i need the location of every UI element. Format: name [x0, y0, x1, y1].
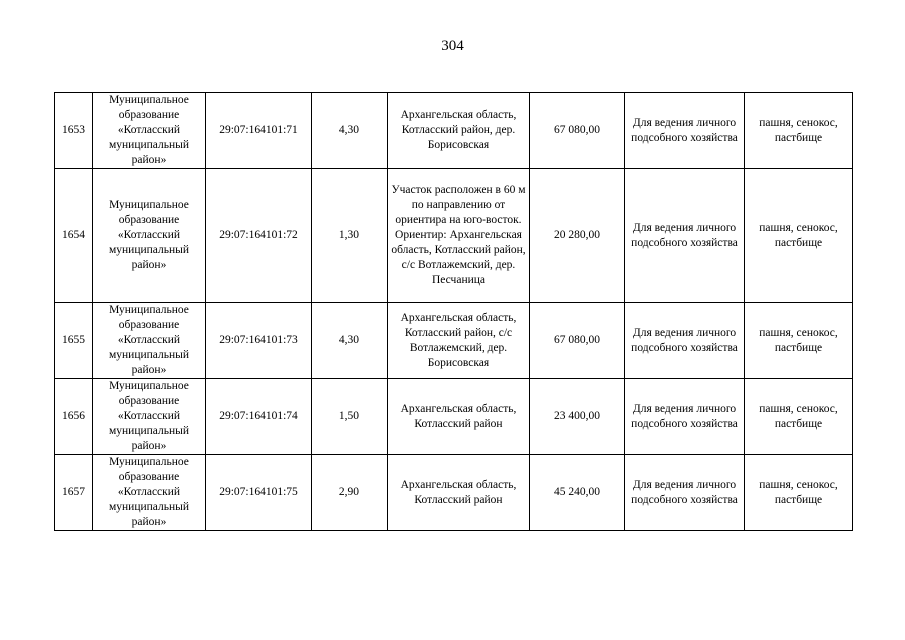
cadastral-number-cell: 29:07:164101:71: [206, 93, 312, 169]
value-cell: 67 080,00: [530, 93, 625, 169]
row-number: 1654: [55, 169, 93, 303]
table-row: [55, 93, 853, 169]
location-cell: Архангельская область, Котласский район, дер. Борисовская: [388, 93, 530, 169]
location-cell: Участок расположен в 60 м по направлению от ориентира на юго-восток. Ориентир: Архангельская область, Котласский район, с/с Вотлажемский, дер. Песчаница: [388, 169, 530, 303]
area-cell: 1,50: [312, 379, 388, 455]
value-cell: 67 080,00: [530, 303, 625, 379]
purpose-cell: Для ведения личного подсобного хозяйства: [625, 303, 745, 379]
area-cell: 4,30: [312, 303, 388, 379]
land-type-cell: пашня, сенокос, пастбище: [745, 93, 853, 169]
purpose-cell: Для ведения личного подсобного хозяйства: [625, 169, 745, 303]
owner-cell: Муниципальное образование «Котласский муниципальный район»: [93, 303, 206, 379]
area-cell: 4,30: [312, 93, 388, 169]
cadastral-number-cell: 29:07:164101:74: [206, 379, 312, 455]
land-plots-table: [54, 92, 853, 531]
row-number: 1656: [55, 379, 93, 455]
row-number: 1655: [55, 303, 93, 379]
purpose-cell: Для ведения личного подсобного хозяйства: [625, 455, 745, 531]
purpose-cell: Для ведения личного подсобного хозяйства: [625, 379, 745, 455]
page-number: 304: [441, 38, 464, 54]
value-cell: 23 400,00: [530, 379, 625, 455]
row-number: 1657: [55, 455, 93, 531]
location-cell: Архангельская область, Котласский район: [388, 455, 530, 531]
cadastral-number-cell: 29:07:164101:73: [206, 303, 312, 379]
area-cell: 1,30: [312, 169, 388, 303]
purpose-cell: Для ведения личного подсобного хозяйства: [625, 93, 745, 169]
land-type-cell: пашня, сенокос, пастбище: [745, 169, 853, 303]
location-cell: Архангельская область, Котласский район, с/с Вотлажемский, дер. Борисовская: [388, 303, 530, 379]
cadastral-number-cell: 29:07:164101:75: [206, 455, 312, 531]
table-row: [55, 455, 853, 531]
value-cell: 20 280,00: [530, 169, 625, 303]
land-type-cell: пашня, сенокос, пастбище: [745, 303, 853, 379]
land-type-cell: пашня, сенокос, пастбище: [745, 455, 853, 531]
table-row: [55, 303, 853, 379]
location-cell: Архангельская область, Котласский район: [388, 379, 530, 455]
owner-cell: Муниципальное образование «Котласский муниципальный район»: [93, 455, 206, 531]
row-number: 1653: [55, 93, 93, 169]
land-type-cell: пашня, сенокос, пастбище: [745, 379, 853, 455]
area-cell: 2,90: [312, 455, 388, 531]
table-row: [55, 169, 853, 303]
value-cell: 45 240,00: [530, 455, 625, 531]
owner-cell: Муниципальное образование «Котласский муниципальный район»: [93, 379, 206, 455]
cadastral-number-cell: 29:07:164101:72: [206, 169, 312, 303]
owner-cell: Муниципальное образование «Котласский муниципальный район»: [93, 93, 206, 169]
owner-cell: Муниципальное образование «Котласский муниципальный район»: [93, 169, 206, 303]
table-row: [55, 379, 853, 455]
